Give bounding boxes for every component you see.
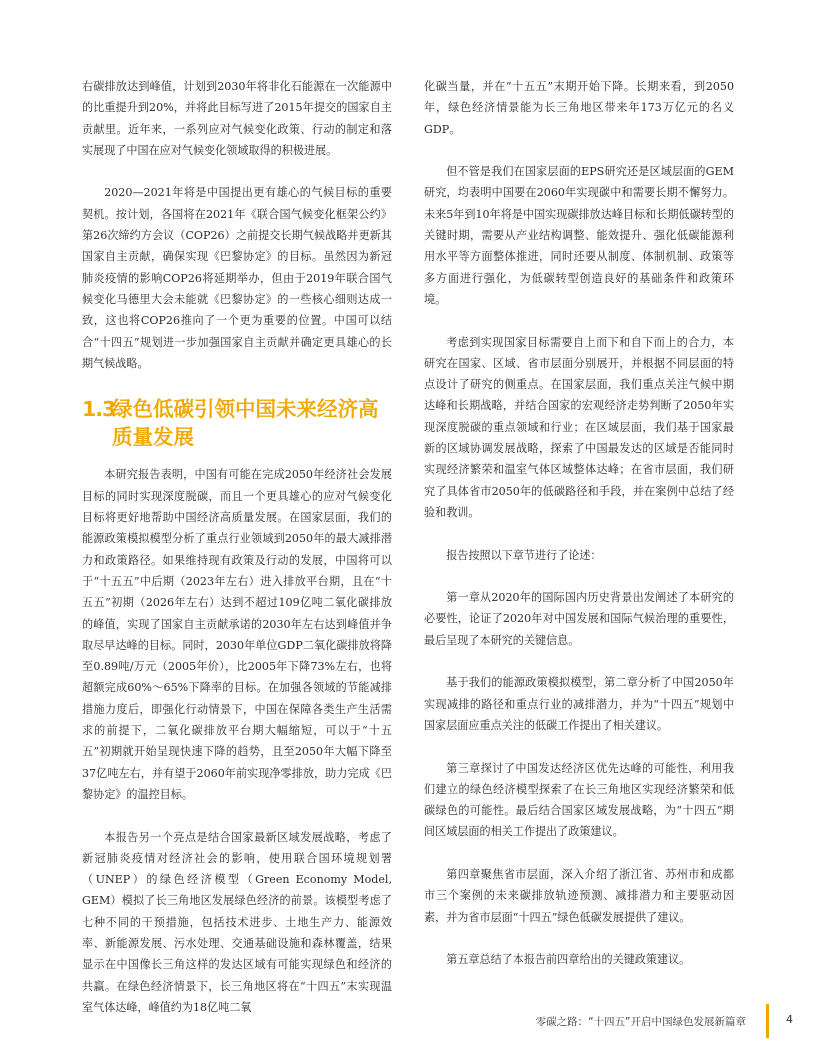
paragraph: 但不管是我们在国家层面的EPS研究还是区域层面的GEM研究，均表明中国要在2060年实现碳中和需要长期不懈努力。未来5年到10年将是中国实现碳排放达峰目标和长期低碳转型的关键时期，需要从产业结构调整、能效提升、强化低碳能源利用水平等方面整体推进，同时还要从制度、体制机制、政策等多方面进行强化，为低碳转型创造良好的基础条件和政策环境。 [424, 165, 734, 306]
paragraph: 本报告另一个亮点是结合国家最新区域发展战略，考虑了新冠肺炎疫情对经济社会的影响，使用联合国环境规划署（UNEP）的绿色经济模型（Green Economy Model, GEM）模拟了长三角地区发展绿色经济的前景。该模型考虑了七种不同的干预措施，包括技术进步、土地生产力、能源效率、新能源发展、污水处理、交通基础设施和森林覆盖，结果显示在中国像长三角这样的发达区域有可能实现绿色和经济的共赢。在绿色经济情景下，长三角地区将在“十四五”末实现温室气体达峰，峰值约为18亿吨二氧 [82, 830, 392, 1014]
paragraph: 本研究报告表明，中国有可能在完成2050年经济社会发展目标的同时实现深度脱碳，而且一个更具雄心的应对气候变化目标将更好地帮助中国经济高质量发展。在国家层面，我们的能源政策模拟模型分析了重点行业领域到2050年的最大减排潜力和政策路径。如果维持现有政策及行动的发展，中国将可以于“十五五”中后期（2023年左右）进入排放平台期，且在“十五五”初期（2026年左右）达到不超过109亿吨二氧化碳排放的峰值，实现了国家自主贡献承诺的2030年左右达到峰值并争取尽早达峰的目标。同时，2030年单位GDP二氧化碳排放将降至0.89吨/万元（2005年价），比2005年下降73%左右，也将超额完成60%～65%下降率的目标。在加强各领域的节能减排措施力度后，即强化行动情景下，中国在保障各类生产生活需求的前提下，二氧化碳排放平台期大幅缩短，可以于“十五五”初期就开始呈现快速下降的趋势，且至2050年大幅下降至37亿吨左右，并有望于2060年前实现净零排放，助力完成《巴黎协定》的温控目标。 [82, 468, 392, 801]
paragraph: 第五章总结了本报告前四章给出的关键政策建议。 [446, 953, 691, 967]
section-title: 绿色低碳引领中国未来经济高质量发展 [112, 397, 379, 450]
section-number: 1.3 [82, 397, 116, 422]
right-column [424, 76, 734, 992]
paragraph: 基于我们的能源政策模拟模型，第二章分析了中国2050年实现减排的路径和重点行业的减排潜力，并为“十四五”规划中国家层面应重点关注的低碳工作提出了相关建议。 [424, 676, 734, 732]
paragraph: 报告按照以下章节进行了论述： [446, 548, 602, 562]
left-column [82, 76, 392, 1039]
paragraph: 第一章从2020年的国际国内历史背景出发阐述了本研究的必要性，论证了2020年对中国发展和国际气候治理的重要性，最后呈现了本研究的关键信息。 [424, 591, 734, 647]
footer [536, 1014, 764, 1029]
paragraph: 右碳排放达到峰值，计划到2030年将非化石能源在一次能源中的比重提升到20%，并将此目标写进了2015年提交的国家自主贡献里。近年来，一系列应对气候变化政策、行动的制定和落实展现了中国在应对气候变化领域取得的积极进展。 [82, 80, 392, 157]
paragraph: 第三章探讨了中国发达经济区优先达峰的可能性，利用我们建立的绿色经济模型探索了在长三角地区实现经济繁荣和低碳绿色的可能性。最后结合国家区域发展战略，为“十四五”期间区域层面的相关工作提出了政策建议。 [424, 761, 734, 839]
footer-divider [766, 1004, 769, 1038]
paragraph: 2020—2021年将是中国提出更有雄心的气候目标的重要契机。按计划，各国将在2021年《联合国气候变化框架公约》第26次缔约方会议（COP26）之前提交长期气候战略并更新其国家自主贡献，确保实现《巴黎协定》的目标。虽然因为新冠肺炎疫情的影响COP26将延期举办，但由于2019年联合国气候变化马德里大会未能就《巴黎协定》的一些核心细则达成一致，这也将COP26推向了一个更为重要的位置。中国可以结合“十四五”规划进一步加强国家自主贡献并确定更具雄心的长期气候战略。 [82, 186, 392, 370]
section-heading [82, 395, 392, 451]
paragraph: 考虑到实现国家目标需要自上而下和自下而上的合力，本研究在国家、区域、省市层面分别展开，并根据不同层面的特点设计了研究的侧重点。在国家层面，我们重点关注气候中期达峰和长期战略，并结合国家的宏观经济走势判断了2050年实现深度脱碳的重点领域和行业；在区域层面，我们基于国家最新的区域协调发展战略，探索了中国最发达的区域是否能同时实现经济繁荣和温室气体区域整体达峰；在省市层面，我们研究了具体省市2050年的低碳路径和手段，并在案例中总结了经验和教训。 [424, 335, 734, 519]
paragraph: 化碳当量，并在“十五五”末期开始下降。长期来看，到2050年，绿色经济情景能为长三角地区带来年173万亿元的名义GDP。 [424, 80, 734, 136]
footer-title: 零碳之路：“十四五”开启中国绿色发展新篇章 [535, 1016, 746, 1028]
page-number: 4 [786, 1013, 793, 1026]
paragraph: 第四章聚焦省市层面，深入介绍了浙江省、苏州市和成都市三个案例的未来碳排放轨迹预测、减排潜力和主要驱动因素，并为省市层面“十四五”绿色低碳发展提供了建议。 [424, 867, 734, 924]
